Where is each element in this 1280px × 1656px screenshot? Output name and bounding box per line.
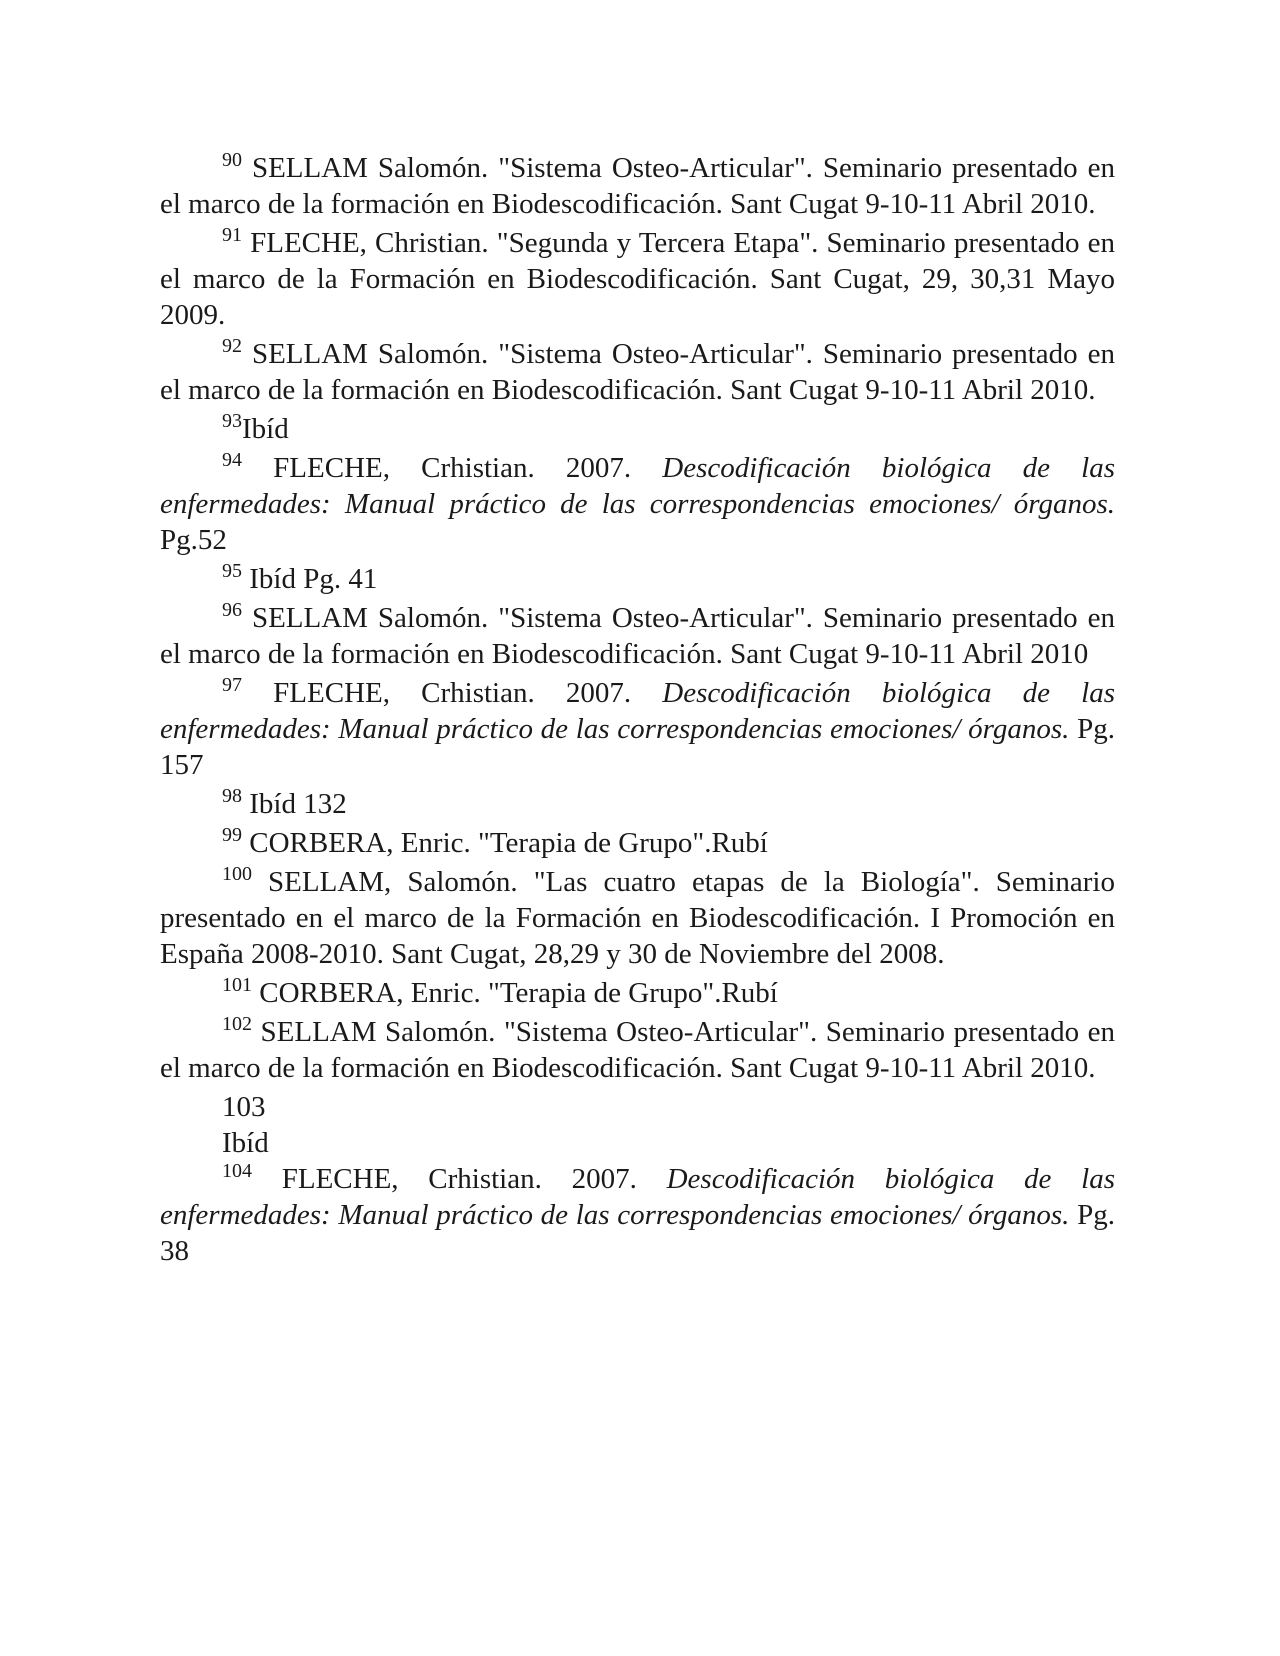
footnote-number: 99 xyxy=(222,824,242,846)
footnote-92 xyxy=(160,336,1115,408)
footnote-number: 94 xyxy=(222,449,242,471)
footnote-number: 91 xyxy=(222,224,242,246)
footnote-93 xyxy=(160,411,1115,447)
footnote-95 xyxy=(160,561,1115,597)
footnote-text: FLECHE, Christian. "Segunda y Tercera Etapa". Seminario presentado en el marco de la Formación en Biodescodificación. Sant Cugat, 29, 30,31 Mayo 2009. xyxy=(160,227,1115,331)
footnote-text: FLECHE, Crhistian. 2007. xyxy=(252,1163,667,1195)
footnote-text: CORBERA, Enric. "Terapia de Grupo".Rubí xyxy=(242,827,768,859)
footnote-page-ref: Pg. 38 xyxy=(160,1199,1115,1267)
footnote-text: SELLAM Salomón. "Sistema Osteo-Articular". Seminario presentado en el marco de la formación en Biodescodificación. Sant Cugat 9-10-11 Abril 2010. xyxy=(160,338,1115,406)
footnote-number: 93 xyxy=(222,410,242,432)
footnote-book-title: Descodificación biológica de las enfermedades: Manual práctico de las correspondencias emociones/ órganos. xyxy=(160,1163,1116,1231)
footnote-103-number: 103 xyxy=(222,1091,266,1123)
footnote-101 xyxy=(160,975,1115,1011)
footnote-90 xyxy=(160,150,1115,222)
footnote-text: Ibíd Pg. 41 xyxy=(242,563,378,595)
footnote-text: CORBERA, Enric. "Terapia de Grupo".Rubí xyxy=(252,977,778,1009)
footnote-98 xyxy=(160,786,1115,822)
footnote-number: 101 xyxy=(222,974,252,996)
footnote-number: 92 xyxy=(222,335,242,357)
footnote-number: 97 xyxy=(222,674,242,696)
footnote-page-ref: Pg. 157 xyxy=(160,713,1115,781)
footnote-text: SELLAM, Salomón. "Las cuatro etapas de la Biología". Seminario presentado en el marco de la Formación en Biodescodificación. I Promoción en España 2008-2010. Sant Cugat, 28,29 y 30 de Noviembre del 2008. xyxy=(160,866,1115,970)
footnote-97 xyxy=(160,675,1115,783)
footnotes-list xyxy=(160,150,1115,1272)
footnote-102 xyxy=(160,1014,1115,1086)
footnote-100 xyxy=(160,864,1115,972)
footnote-99 xyxy=(160,825,1115,861)
footnote-96 xyxy=(160,600,1115,672)
footnote-text: Ibíd 132 xyxy=(242,788,347,820)
footnote-text: SELLAM Salomón. "Sistema Osteo-Articular". Seminario presentado en el marco de la formación en Biodescodificación. Sant Cugat 9-10-11 Abril 2010 xyxy=(160,602,1115,670)
footnote-number: 96 xyxy=(222,599,242,621)
footnote-104 xyxy=(160,1161,1115,1269)
footnote-book-title: Descodificación biológica de las enfermedades: Manual práctico de las correspondencias emociones/ órganos. xyxy=(160,452,1115,520)
footnote-number: 102 xyxy=(222,1013,252,1035)
footnote-103-text: Ibíd xyxy=(222,1127,269,1159)
footnote-number: 90 xyxy=(222,149,242,171)
footnote-text: FLECHE, Crhistian. 2007. xyxy=(242,677,663,709)
footnote-number: 98 xyxy=(222,785,242,807)
footnote-91 xyxy=(160,225,1115,333)
footnote-number: 104 xyxy=(222,1160,252,1182)
footnote-book-title: Descodificación biológica de las enfermedades: Manual práctico de las correspondencias emociones/ órganos. xyxy=(160,677,1115,745)
footnote-94 xyxy=(160,450,1115,558)
footnote-number: 100 xyxy=(222,863,252,885)
footnote-text: FLECHE, Crhistian. 2007. xyxy=(242,452,663,484)
footnote-number: 95 xyxy=(222,560,242,582)
footnote-text: SELLAM Salomón. "Sistema Osteo-Articular". Seminario presentado en el marco de la formación en Biodescodificación. Sant Cugat 9-10-11 Abril 2010. xyxy=(160,152,1115,220)
footnote-page-ref: Pg.52 xyxy=(160,524,227,556)
footnote-text: Ibíd xyxy=(242,413,289,445)
footnote-text: SELLAM Salomón. "Sistema Osteo-Articular". Seminario presentado en el marco de la formación en Biodescodificación. Sant Cugat 9-10-11 Abril 2010. xyxy=(160,1016,1115,1084)
